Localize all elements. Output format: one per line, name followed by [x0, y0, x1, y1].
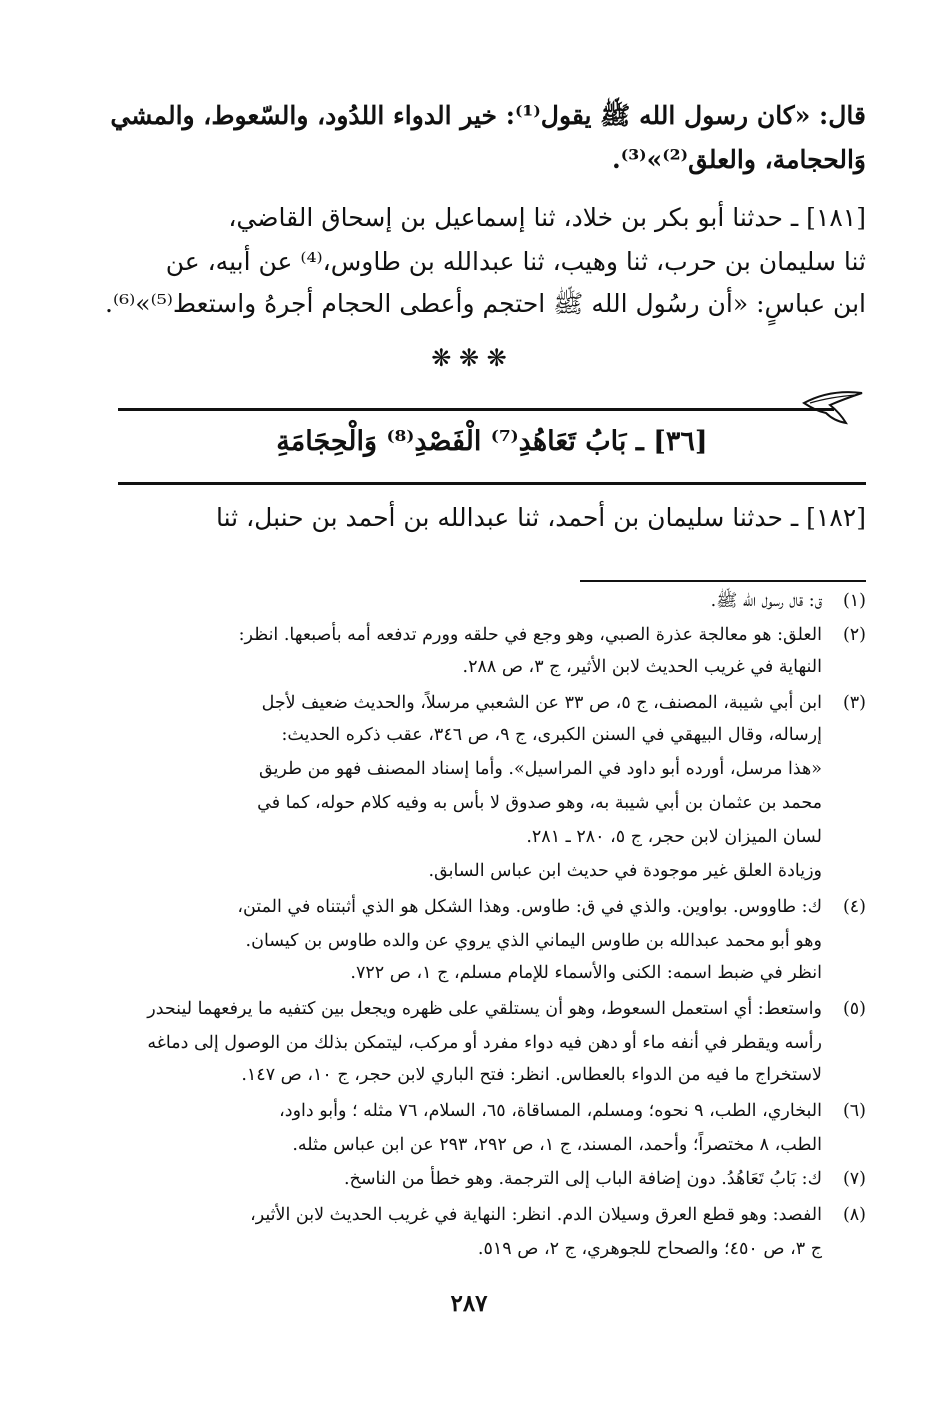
chapter-heading: [٣٦] ـ بَابُ تَعَاهُدِ⁽⁷⁾ الْفَصْدِ⁽⁸⁾ وَالْحِجَامَةِ: [276, 426, 708, 457]
footnote-text: وهو أبو محمد عبدالله بن طاوس اليماني الذي يروي عن والده طاوس بن كيسان.: [245, 931, 822, 951]
footnote-number: (٢): [842, 625, 866, 645]
footnote-text: الفصد: وهو قطع العرق وسيلان الدم. انظر: النهاية في غريب الحديث لابن الأثير،: [250, 1205, 822, 1225]
footnote-text: ك: طاووس. بواوين. والذي في ق: طاوس. وهذا الشكل هو الذي أثبتناه في المتن،: [237, 897, 822, 917]
footnote-text: إرساله، وقال البيهقي في السنن الكبرى، ج ٩، ص ٣٤٦، عقب ذكره الحديث:: [281, 725, 822, 745]
body-line-1: قال: «كان رسول الله ﷺ يقول⁽¹⁾: خير الدواء اللدُود، والسّعوط، والمشي: [110, 101, 866, 130]
body-line-2: وَالحجامة، والعلق⁽²⁾»⁽³⁾.: [612, 145, 866, 174]
footnote-text: ابن أبي شيبة، المصنف، ج ٥، ص ٣٣ عن الشعبي مرسلاً، والحديث ضعيف لأجل: [261, 693, 822, 713]
footnote-text: البخاري، الطب، ٩ نحوه؛ ومسلم، المساقاة، ٦٥، السلام، ٧٦ مثله ؛ وأبو داود،: [279, 1101, 822, 1121]
page-number: ٢٨٧: [450, 1290, 488, 1317]
footnote-text: النهاية في غريب الحديث لابن الأثير، ج ٣، ص ٢٨٨.: [462, 657, 822, 677]
footnote-number: (٤): [842, 897, 866, 917]
heading-rule-bottom: [118, 482, 866, 485]
footnote-text: ج ٣، ص ٤٥٠؛ والصحاح للجوهري، ج ٢، ص ٥١٩.: [477, 1239, 822, 1259]
section-separator: ❋ ❋ ❋: [431, 344, 507, 372]
footnote-text: لسان الميزان لابن حجر، ج ٥، ٢٨٠ ـ ٢٨١.: [526, 827, 822, 847]
footnote-text: رأسه ويقطر في أنفه ماء أو دهن فيه دواء مفرد أو مركب، ليتمكن بذلك من الوصول إلى دماغه: [147, 1033, 822, 1053]
body-line-5: ابن عباسٍ: «أن رسُول الله ﷺ احتجم وأعطى الحجام أجرهُ واستعط⁽⁵⁾»⁽⁶⁾.: [105, 289, 866, 318]
footnote-number: (٣): [842, 693, 866, 713]
footnote-6: [95, 1096, 866, 1126]
footnote-3: [95, 688, 866, 718]
footnote-text: ق: قال رسول الله ﷺ.: [710, 591, 822, 611]
footnote-2: [95, 620, 866, 650]
footnote-text: محمد بن عثمان بن أبي شيبة به، وهو صدوق لا بأس به وفيه كلام حوله، كما في: [257, 793, 822, 813]
footnote-separator: [580, 580, 866, 582]
footnote-1: [95, 586, 866, 616]
footnote-number: (٥): [842, 999, 866, 1019]
footnote-text: لاستخراج ما فيه من الدواء بالعطاس. انظر: فتح الباري لابن حجر، ج ١٠، ص ١٤٧.: [241, 1065, 822, 1085]
body-line-6: [١٨٢] ـ حدثنا سليمان بن أحمد، ثنا عبدالله بن أحمد بن حنبل، ثنا: [216, 503, 866, 532]
footnote-text: العلق: هو معالجة عذرة الصبي، وهو وجع في حلقه وورم تدفعه أمه بأصبعها. انظر:: [238, 625, 822, 645]
footnote-text: الطب، ٨ مختصراً؛ وأحمد، المسند، ج ١، ص ٢٩٢، ٢٩٣ عن ابن عباس مثله.: [292, 1135, 822, 1155]
footnote-7: [95, 1164, 866, 1194]
footnote-text: «هذا مرسل، أورده أبو داود في المراسيل». وأما إسناد المصنف فهو من طريق: [258, 759, 822, 779]
body-line-4: ثنا سليمان بن حرب، ثنا وهيب، ثنا عبدالله بن طاوس،⁽⁴⁾ عن أبيه، عن: [165, 247, 866, 276]
footnote-text: وزيادة العلق غير موجودة في حديث ابن عباس السابق.: [428, 861, 822, 881]
footnote-number: (٦): [842, 1101, 866, 1121]
footnote-8: [95, 1200, 866, 1230]
footnote-4: [95, 892, 866, 922]
footnote-number: (٧): [842, 1169, 866, 1189]
heading-rule-top: [118, 408, 834, 411]
footnote-number: (١): [842, 591, 866, 611]
body-line-3: [١٨١] ـ حدثنا أبو بكر بن خلاد، ثنا إسماعيل بن إسحاق القاضي،: [228, 203, 866, 232]
footnote-text: انظر في ضبط اسمه: الكنى والأسماء للإمام مسلم، ج ١، ص ٧٢٢.: [350, 963, 822, 983]
footnote-5: [95, 994, 866, 1024]
footnote-text: واستعط: أي استعمل السعوط، وهو أن يستلقي على ظهره ويجعل بين كتفيه ما يرفعهما لينحدر: [147, 999, 822, 1019]
footnote-text: ك: بَابُ تَعَاهُدُ. دون إضافة الباب إلى الترجمة. وهو خطأ من الناسخ.: [343, 1169, 822, 1189]
footnote-number: (٨): [842, 1205, 866, 1225]
